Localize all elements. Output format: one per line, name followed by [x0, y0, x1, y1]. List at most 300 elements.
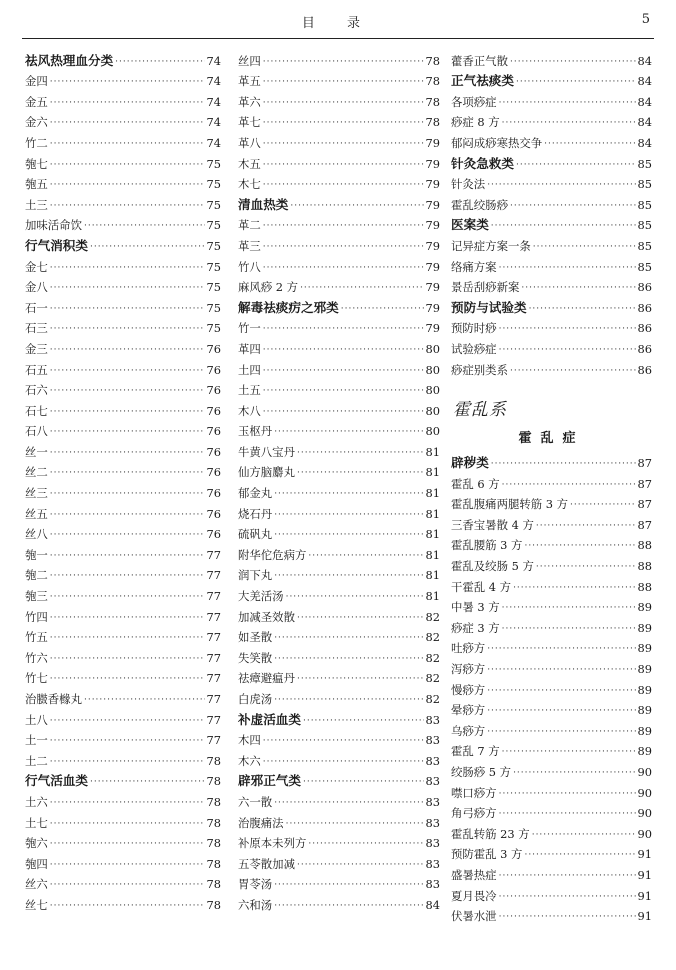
- toc-entry[interactable]: [238, 894, 440, 915]
- dot-leader: [263, 238, 424, 256]
- toc-entry[interactable]: [25, 462, 221, 483]
- entry-page-number: 77: [206, 692, 221, 706]
- entry-page-number: 89: [637, 703, 652, 718]
- entry-title: 六和汤: [238, 897, 273, 912]
- toc-entry[interactable]: [25, 91, 221, 112]
- entry-page-number: 79: [425, 238, 440, 253]
- dot-leader: [274, 485, 423, 503]
- dot-leader: [341, 300, 424, 318]
- dot-leader: [510, 53, 636, 71]
- dot-leader: [50, 650, 205, 668]
- toc-column-2: [238, 50, 440, 915]
- toc-entry[interactable]: [25, 277, 221, 298]
- dot-leader: [274, 897, 423, 915]
- entry-page-number: 89: [637, 682, 652, 697]
- entry-title: 夏月畏冷: [451, 888, 497, 903]
- entry-title: 络痛方案: [451, 259, 497, 274]
- toc-entry[interactable]: [238, 565, 440, 586]
- entry-title: 匏二: [25, 568, 48, 583]
- toc-entry[interactable]: [451, 864, 652, 885]
- toc-entry[interactable]: [451, 473, 652, 494]
- dot-leader: [50, 114, 205, 132]
- entry-page-number: 86: [637, 362, 652, 377]
- entry-page-number: 78: [206, 774, 221, 789]
- toc-entry[interactable]: [25, 647, 221, 668]
- dot-leader: [308, 547, 423, 565]
- toc-entry[interactable]: [25, 380, 221, 401]
- entry-title: 木六: [238, 753, 261, 768]
- toc-category-entry[interactable]: [451, 215, 652, 236]
- entry-page-number: 83: [425, 712, 440, 727]
- toc-entry[interactable]: [451, 494, 652, 515]
- entry-page-number: 76: [206, 506, 221, 521]
- toc-entry[interactable]: [25, 688, 221, 709]
- entry-title: 竹五: [25, 630, 48, 645]
- toc-entry[interactable]: [238, 318, 440, 339]
- entry-title: 木八: [238, 403, 261, 418]
- toc-entry[interactable]: [25, 585, 221, 606]
- dot-leader: [524, 846, 635, 864]
- entry-page-number: 90: [637, 785, 652, 800]
- dot-leader: [263, 217, 424, 235]
- entry-page-number: 83: [425, 753, 440, 768]
- dot-leader: [50, 444, 205, 462]
- entry-page-number: 91: [637, 867, 652, 882]
- dot-leader: [50, 403, 205, 421]
- entry-page-number: 75: [206, 218, 221, 233]
- entry-title: 霍乱腰筋 3 方: [451, 538, 523, 553]
- entry-page-number: 77: [206, 547, 221, 562]
- toc-entry[interactable]: [238, 833, 440, 854]
- toc-entry[interactable]: [25, 297, 221, 318]
- dot-leader: [499, 908, 636, 926]
- toc-entry[interactable]: [238, 91, 440, 112]
- entry-page-number: 85: [637, 156, 652, 171]
- toc-entry[interactable]: [238, 462, 440, 483]
- toc-entry[interactable]: [238, 359, 440, 380]
- toc-entry[interactable]: [238, 338, 440, 359]
- toc-entry[interactable]: [451, 720, 652, 741]
- toc-entry[interactable]: [238, 812, 440, 833]
- toc-entry[interactable]: [25, 874, 221, 895]
- toc-entry[interactable]: [238, 174, 440, 195]
- toc-entry[interactable]: [451, 761, 652, 782]
- dot-leader: [263, 320, 424, 338]
- toc-entry[interactable]: [25, 853, 221, 874]
- toc-entry[interactable]: [25, 174, 221, 195]
- entry-title: 加减圣效散: [238, 609, 295, 624]
- dot-leader: [524, 537, 635, 555]
- toc-entry[interactable]: [451, 555, 652, 576]
- entry-page-number: 76: [206, 403, 221, 418]
- dot-leader: [50, 320, 205, 338]
- toc-entry[interactable]: [451, 174, 652, 195]
- toc-entry[interactable]: [451, 658, 652, 679]
- toc-category-entry[interactable]: [238, 709, 440, 730]
- dot-leader: [502, 114, 636, 132]
- toc-entry[interactable]: [25, 256, 221, 277]
- entry-page-number: 82: [425, 692, 440, 706]
- entry-title: 竹六: [25, 650, 48, 665]
- dot-leader: [50, 485, 205, 503]
- dot-leader: [499, 259, 636, 277]
- dot-leader: [274, 526, 423, 544]
- entry-title: 革八: [238, 135, 261, 150]
- dot-leader: [50, 259, 205, 277]
- dot-leader: [263, 732, 424, 750]
- entry-title: 竹二: [25, 135, 48, 150]
- toc-entry[interactable]: [451, 235, 652, 256]
- entry-page-number: 78: [206, 877, 221, 892]
- dot-leader: [510, 362, 636, 380]
- entry-page-number: 83: [425, 794, 440, 809]
- toc-entry[interactable]: [25, 71, 221, 92]
- toc-entry[interactable]: [238, 112, 440, 133]
- entry-page-number: 78: [206, 897, 221, 912]
- toc-entry[interactable]: [451, 679, 652, 700]
- entry-title: 辟邪正气类: [238, 773, 301, 789]
- toc-entry[interactable]: [451, 638, 652, 659]
- toc-entry[interactable]: [238, 874, 440, 895]
- toc-entry[interactable]: [25, 606, 221, 627]
- toc-entry[interactable]: [238, 688, 440, 709]
- entry-title: 六一散: [238, 794, 273, 809]
- entry-title: 革七: [238, 115, 261, 130]
- toc-category-entry[interactable]: [238, 771, 440, 792]
- dot-leader: [274, 506, 423, 524]
- toc-entry[interactable]: [451, 194, 652, 215]
- entry-title: 郁金丸: [238, 486, 273, 501]
- toc-entry[interactable]: [238, 482, 440, 503]
- toc-entry[interactable]: [238, 668, 440, 689]
- toc-entry[interactable]: [451, 514, 652, 535]
- entry-title: 乌痧方: [451, 723, 486, 738]
- dot-leader: [50, 506, 205, 524]
- entry-page-number: 80: [425, 403, 440, 418]
- entry-title: 大羌活汤: [238, 589, 284, 604]
- entry-page-number: 88: [637, 538, 652, 553]
- toc-entry[interactable]: [25, 894, 221, 915]
- toc-entry[interactable]: [25, 482, 221, 503]
- entry-page-number: 74: [206, 53, 221, 68]
- dot-leader: [50, 567, 205, 585]
- toc-entry[interactable]: [238, 71, 440, 92]
- toc-entry[interactable]: [451, 906, 652, 927]
- toc-entry[interactable]: [451, 782, 652, 803]
- entry-page-number: 88: [637, 559, 652, 574]
- toc-entry[interactable]: [238, 627, 440, 648]
- toc-entry[interactable]: [25, 709, 221, 730]
- toc-entry[interactable]: [451, 132, 652, 153]
- toc-entry[interactable]: [451, 338, 652, 359]
- toc-entry[interactable]: [238, 50, 440, 71]
- entry-page-number: 76: [206, 424, 221, 439]
- entry-page-number: 74: [206, 74, 221, 89]
- dot-leader: [487, 661, 635, 679]
- dot-leader: [499, 888, 636, 906]
- toc-entry[interactable]: [451, 359, 652, 380]
- dot-leader: [513, 764, 635, 782]
- entry-page-number: 81: [425, 486, 440, 501]
- dot-leader: [50, 464, 205, 482]
- toc-entry[interactable]: [451, 576, 652, 597]
- toc-entry[interactable]: [451, 741, 652, 762]
- entry-title: 丝七: [25, 897, 48, 912]
- dot-leader: [274, 794, 423, 812]
- dot-leader: [286, 588, 424, 606]
- entry-page-number: 90: [637, 765, 652, 779]
- header-divider: [22, 38, 654, 39]
- dot-leader: [50, 629, 205, 647]
- toc-entry[interactable]: [25, 627, 221, 648]
- entry-page-number: 83: [425, 836, 440, 851]
- entry-page-number: 76: [206, 527, 221, 542]
- entry-title: 金七: [25, 259, 48, 274]
- entry-page-number: 89: [637, 662, 652, 677]
- toc-entry[interactable]: [451, 617, 652, 638]
- toc-entry[interactable]: [25, 791, 221, 812]
- dot-leader: [50, 300, 205, 318]
- toc-entry[interactable]: [25, 441, 221, 462]
- toc-category-entry[interactable]: [451, 453, 652, 474]
- entry-title: 丝五: [25, 506, 48, 521]
- toc-entry[interactable]: [451, 535, 652, 556]
- toc-entry[interactable]: [238, 606, 440, 627]
- dot-leader: [90, 773, 205, 791]
- entry-title: 革六: [238, 94, 261, 109]
- toc-category-entry[interactable]: [451, 297, 652, 318]
- entry-title: 润下丸: [238, 568, 273, 583]
- toc-category-entry[interactable]: [238, 297, 440, 318]
- entry-title: 附华佗危病方: [238, 547, 307, 562]
- entry-title: 三香宝暑散 4 方: [451, 517, 534, 532]
- entry-title: 匏五: [25, 177, 48, 192]
- toc-entry[interactable]: [451, 823, 652, 844]
- entry-title: 牛黄八宝丹: [238, 444, 295, 459]
- dot-leader: [115, 53, 204, 71]
- entry-page-number: 85: [637, 259, 652, 274]
- toc-entry[interactable]: [25, 503, 221, 524]
- entry-page-number: 78: [206, 815, 221, 830]
- entry-title: 麻风痧 2 方: [238, 280, 299, 295]
- entry-page-number: 85: [637, 177, 652, 192]
- entry-page-number: 90: [637, 826, 652, 841]
- entry-title: 五苓散加减: [238, 856, 295, 871]
- toc-entry[interactable]: [238, 400, 440, 421]
- entry-page-number: 78: [206, 794, 221, 809]
- toc-entry[interactable]: [238, 235, 440, 256]
- entry-page-number: 80: [425, 362, 440, 377]
- toc-entry[interactable]: [238, 380, 440, 401]
- entry-page-number: 89: [637, 723, 652, 738]
- entry-title: 祛瘴避瘟丹: [238, 671, 295, 686]
- toc-entry[interactable]: [451, 50, 652, 71]
- toc-entry[interactable]: [25, 730, 221, 751]
- entry-title: 土八: [25, 712, 48, 727]
- toc-entry[interactable]: [238, 853, 440, 874]
- dot-leader: [50, 176, 205, 194]
- dot-leader: [274, 567, 423, 585]
- toc-entry[interactable]: [451, 597, 652, 618]
- entry-title: 行气活血类: [25, 773, 88, 789]
- entry-title: 正气祛痰类: [451, 73, 514, 89]
- dot-leader: [532, 826, 636, 844]
- toc-entry[interactable]: [451, 700, 652, 721]
- entry-title: 木七: [238, 177, 261, 192]
- dot-leader: [263, 403, 424, 421]
- entry-page-number: 83: [425, 815, 440, 830]
- toc-entry[interactable]: [238, 750, 440, 771]
- dot-leader: [50, 794, 205, 812]
- toc-entry[interactable]: [238, 503, 440, 524]
- entry-title: 革三: [238, 238, 261, 253]
- entry-page-number: 89: [637, 744, 652, 759]
- toc-entry[interactable]: [238, 647, 440, 668]
- toc-entry[interactable]: [451, 318, 652, 339]
- entry-page-number: 85: [637, 218, 652, 233]
- entry-title: 试验痧症: [451, 341, 497, 356]
- toc-entry[interactable]: [25, 668, 221, 689]
- dot-leader: [297, 464, 424, 482]
- toc-entry[interactable]: [25, 400, 221, 421]
- dot-leader: [491, 455, 636, 473]
- entry-page-number: 74: [206, 135, 221, 150]
- toc-entry[interactable]: [25, 132, 221, 153]
- toc-entry[interactable]: [451, 885, 652, 906]
- entry-page-number: 84: [637, 53, 652, 68]
- toc-entry[interactable]: [451, 91, 652, 112]
- dot-leader: [50, 609, 205, 627]
- toc-entry[interactable]: [25, 812, 221, 833]
- entry-title: 中暑 3 方: [451, 600, 500, 615]
- entry-title: 胃苓汤: [238, 877, 273, 892]
- toc-entry[interactable]: [25, 421, 221, 442]
- dot-leader: [263, 135, 424, 153]
- toc-entry[interactable]: [238, 256, 440, 277]
- entry-title: 土四: [238, 362, 261, 377]
- dot-leader: [516, 73, 636, 91]
- dot-leader: [274, 650, 423, 668]
- entry-page-number: 82: [425, 650, 440, 665]
- toc-entry[interactable]: [25, 153, 221, 174]
- toc-entry[interactable]: [238, 215, 440, 236]
- toc-entry[interactable]: [238, 544, 440, 565]
- entry-title: 石六: [25, 383, 48, 398]
- dot-leader: [84, 217, 205, 235]
- dot-leader: [50, 712, 205, 730]
- entry-page-number: 81: [425, 568, 440, 583]
- toc-entry[interactable]: [25, 338, 221, 359]
- toc-entry[interactable]: [25, 565, 221, 586]
- toc-entry[interactable]: [451, 277, 652, 298]
- entry-page-number: 76: [206, 465, 221, 480]
- entry-title: 记异症方案一条: [451, 238, 531, 253]
- entry-page-number: 85: [637, 197, 652, 212]
- entry-title: 白虎汤: [238, 692, 273, 706]
- toc-entry[interactable]: [238, 421, 440, 442]
- dot-leader: [274, 876, 423, 894]
- dot-leader: [274, 629, 423, 647]
- entry-title: 竹八: [238, 259, 261, 274]
- toc-entry[interactable]: [238, 585, 440, 606]
- dot-leader: [90, 238, 205, 256]
- toc-entry[interactable]: [238, 277, 440, 298]
- toc-category-entry[interactable]: [25, 50, 221, 71]
- dot-leader: [50, 382, 205, 400]
- dot-leader: [263, 94, 424, 112]
- entry-page-number: 78: [425, 115, 440, 130]
- entry-title: 匏六: [25, 836, 48, 851]
- toc-category-entry[interactable]: [451, 71, 652, 92]
- dot-leader: [487, 176, 635, 194]
- toc-category-entry[interactable]: [238, 194, 440, 215]
- toc-entry[interactable]: [238, 153, 440, 174]
- toc-entry[interactable]: [25, 524, 221, 545]
- entry-page-number: 85: [637, 238, 652, 253]
- toc-entry[interactable]: [25, 318, 221, 339]
- toc-entry[interactable]: [25, 194, 221, 215]
- entry-page-number: 76: [206, 362, 221, 377]
- toc-entry[interactable]: [451, 803, 652, 824]
- dot-leader: [290, 197, 423, 215]
- entry-page-number: 78: [206, 856, 221, 871]
- toc-entry[interactable]: [238, 441, 440, 462]
- dot-leader: [521, 279, 635, 297]
- dot-leader: [487, 682, 635, 700]
- toc-category-entry[interactable]: [25, 235, 221, 256]
- dot-leader: [50, 94, 205, 112]
- toc-entry[interactable]: [451, 256, 652, 277]
- toc-entry[interactable]: [25, 544, 221, 565]
- entry-page-number: 81: [425, 589, 440, 604]
- entry-title: 丝三: [25, 486, 48, 501]
- dot-leader: [274, 691, 423, 709]
- page-title: 目 录: [301, 16, 375, 31]
- entry-title: 土二: [25, 753, 48, 768]
- toc-category-entry[interactable]: [451, 153, 652, 174]
- toc-category-entry[interactable]: [25, 771, 221, 792]
- dot-leader: [263, 73, 424, 91]
- dot-leader: [308, 835, 423, 853]
- toc-entry[interactable]: [238, 132, 440, 153]
- dot-leader: [487, 723, 635, 741]
- dot-leader: [50, 73, 205, 91]
- toc-entry[interactable]: [25, 359, 221, 380]
- toc-entry[interactable]: [25, 750, 221, 771]
- toc-entry[interactable]: [238, 791, 440, 812]
- toc-entry[interactable]: [25, 112, 221, 133]
- entry-title: 如圣散: [238, 630, 273, 645]
- entry-title: 霍乱 7 方: [451, 744, 500, 759]
- entry-page-number: 77: [206, 568, 221, 583]
- entry-title: 匏七: [25, 156, 48, 171]
- entry-page-number: 82: [425, 671, 440, 686]
- dot-leader: [263, 156, 424, 174]
- toc-entry[interactable]: [451, 844, 652, 865]
- dot-leader: [491, 217, 636, 235]
- entry-title: 丝八: [25, 527, 48, 542]
- entry-page-number: 75: [206, 156, 221, 171]
- dot-leader: [502, 476, 636, 494]
- toc-entry[interactable]: [451, 112, 652, 133]
- page-header: [22, 12, 654, 34]
- toc-entry[interactable]: [25, 833, 221, 854]
- toc-entry[interactable]: [25, 215, 221, 236]
- toc-entry[interactable]: [238, 730, 440, 751]
- dot-leader: [50, 547, 205, 565]
- toc-entry[interactable]: [238, 524, 440, 545]
- dot-leader: [263, 53, 424, 71]
